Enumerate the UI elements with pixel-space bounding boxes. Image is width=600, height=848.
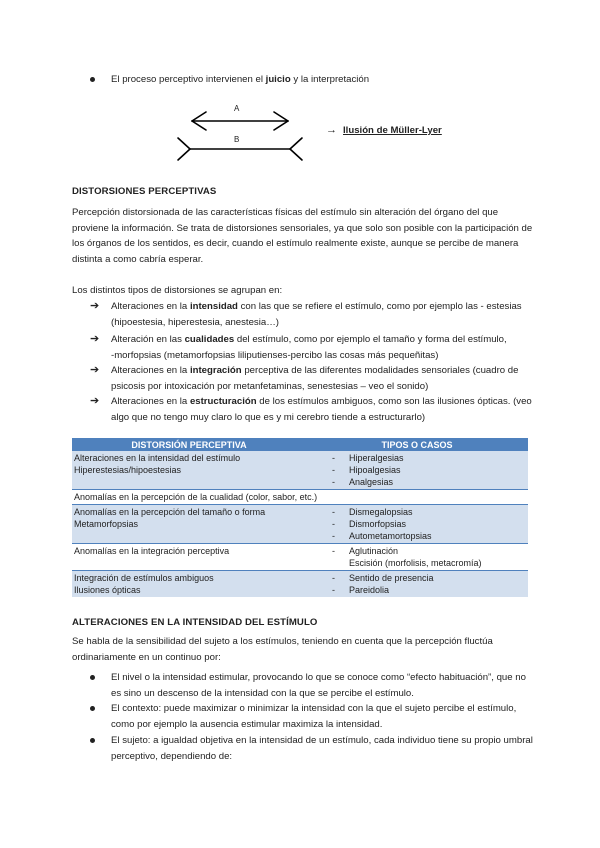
arrow-item-intensidad: Alteraciones en la intensidad con las que se refiere el estímulo, como por ejemplo las - estesias (hipoestesia, hiperestesia, anestesia…) [111,301,522,328]
arrowhead-a-left-bottom [192,121,206,130]
arrow-bullet-icon: ➔ [90,300,100,312]
arrowhead-a-right-top [274,112,288,121]
bullet-dot [90,77,95,82]
fin-b-left-top [178,138,190,149]
table-row [72,571,528,598]
arrowhead-a-right-bottom [274,121,288,130]
table-row [72,451,528,490]
table-cell-left: Anomalías en la percepción del tamaño o forma Metamorfopsias [72,505,306,544]
fin-b-left-bottom [178,149,190,160]
table-row [72,544,528,571]
arrow-item-cualidades: Alteración en las cualidades del estímulo, como por ejemplo el tamaño y forma del estímulo, -morfopsias (metamorfopsias liliputienses-percibo las cosas más pequeñitas) [111,334,507,361]
table-row [72,505,528,544]
table-header-row [72,438,528,451]
bullet-item-contexto: El contexto: puede maximizar o minimizar la intensidad con la que el sujeto percibe el estímulo, como por ejemplo la ausencia estimular maximiza la intensidad. [111,703,517,730]
arrow-bullet-icon: ➔ [90,395,100,407]
arrow-bullet-icon: ➔ [90,364,100,376]
fin-b-right-top [290,138,302,149]
table-cell-right: - Hiperalgesias - Hipoalgesias - Analgesias [306,451,528,490]
section-title-distorsiones: DISTORSIONES PERCEPTIVAS [72,186,217,197]
bullet-dot [90,738,95,743]
arrowhead-a-left-top [192,112,206,121]
table-cell-full: Anomalías en la percepción de la cualidad (color, sabor, etc.) [72,490,528,505]
arrow-item-integracion: Alteraciones en la integración perceptiva de las diferentes modalidades sensoriales (cuadro de psicosis por intoxicación por metanfetaminas, senestesias – veo el sonido) [111,365,519,392]
table-cell-right: - Dismegalopsias - Dismorfopsias - Autometamortopsias [306,505,528,544]
fin-b-right-bottom [290,149,302,160]
label-b: B [234,135,240,144]
intro-bullet-text: El proceso perceptivo intervienen el juicio y la interpretación [111,74,370,85]
arrow-bullet-icon: ➔ [90,333,100,345]
section1-intro-list: Los distintos tipos de distorsiones se agrupan en: [72,285,283,296]
table-header-tipos: TIPOS O CASOS [306,438,528,451]
bullet-dot [90,675,95,680]
table-header-distorsion: DISTORSIÓN PERCEPTIVA [72,438,306,451]
muller-lyer-diagram [170,100,310,162]
table-row [72,490,528,505]
bullet-item-sujeto: El sujeto: a igualdad objetiva en la intensidad de un estímulo, cada individuo tiene su propio umbral perceptivo, dependiendo de: [111,735,533,762]
distortions-table [72,438,528,597]
arrow-item-estructuracion: Alteraciones en la estructuración de los estímulos ambiguos, como son las ilusiones ópticas. (veo algo que no tengo muy claro lo que es y mi cerebro tiende a estructurarlo) [111,396,532,423]
section2-paragraph: Se habla de la sensibilidad del sujeto a los estímulos, teniendo en cuenta que la percepción fluctúa ordinariamente en un continuo por: [72,636,493,663]
table-cell-left: Anomalías en la integración perceptiva [72,544,306,571]
bullet-dot [90,706,95,711]
illusion-label: Ilusión de Müller-Lyer [343,125,442,136]
bullet-item-nivel: El nivel o la intensidad estimular, provocando lo que se conoce como “efecto habituación”, que no es sino un descenso de la intensidad con la que se percibe el estímulo. [111,672,526,699]
table-cell-left: Integración de estímulos ambiguos Ilusiones ópticas [72,571,306,598]
table-cell-right: - Aglutinación Escisión (morfolisis, metacromía) [306,544,528,571]
table-cell-left: Alteraciones en la intensidad del estímulo Hiperestesias/hipoestesias [72,451,306,490]
section1-paragraph: Percepción distorsionada de las características físicas del estímulo sin alteración del órgano del que proviene la información. Se trata de distorsiones sensoriales, ya que solo son posible con la participación de los órganos de los sentidos, es decir, cuando el estímulo realmente existe, aunque se percibe de manera distinta a como cabría esperar. [72,207,533,265]
table-cell-right: - Sentido de presencia - Pareidolia [306,571,528,598]
section-title-intensidad: ALTERACIONES EN LA INTENSIDAD DEL ESTÍMULO [72,617,318,628]
arrow-right-icon: → [326,124,337,136]
label-a: A [234,104,240,113]
